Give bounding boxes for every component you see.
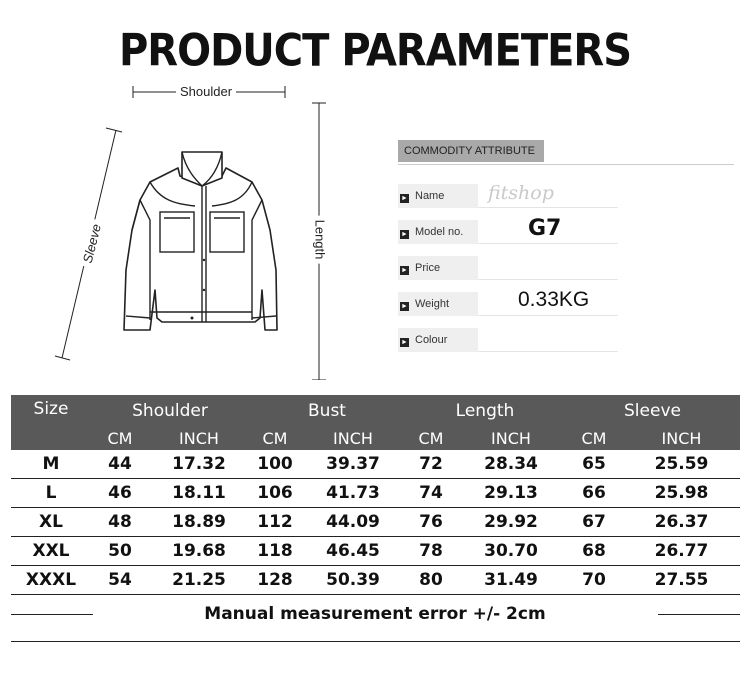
table-row xyxy=(11,450,740,479)
table-row xyxy=(11,508,740,537)
measurement-cell: 18.89 xyxy=(149,508,249,537)
unit-header: INCH xyxy=(301,426,405,450)
attribute-row-colour xyxy=(398,328,618,352)
unit-header: INCH xyxy=(623,426,740,450)
size-header: Size xyxy=(11,395,91,426)
measurement-cell: 106 xyxy=(249,479,301,508)
arrow-icon: ► xyxy=(401,231,408,238)
measurement-cell: 74 xyxy=(405,479,457,508)
table-row xyxy=(11,566,740,595)
unit-header: INCH xyxy=(457,426,565,450)
measurement-cell: 29.13 xyxy=(457,479,565,508)
measurement-cell: 70 xyxy=(565,566,623,595)
measurement-cell: 100 xyxy=(249,450,301,479)
size-cell: XXXL xyxy=(11,566,91,595)
jacket-diagram xyxy=(40,80,340,380)
measurement-cell: 46 xyxy=(91,479,149,508)
commodity-attribute-header: COMMODITY ATTRIBUTE xyxy=(398,140,544,162)
unit-header: CM xyxy=(565,426,623,450)
measurement-cell: 18.11 xyxy=(149,479,249,508)
arrow-icon: ► xyxy=(401,267,408,274)
unit-header: CM xyxy=(405,426,457,450)
size-table xyxy=(11,395,740,595)
size-cell: XXL xyxy=(11,537,91,566)
measurement-cell: 39.37 xyxy=(301,450,405,479)
measurement-cell: 44.09 xyxy=(301,508,405,537)
measurement-note: Manual measurement error +/- 2cm xyxy=(204,604,546,624)
group-header-shoulder: Shoulder xyxy=(91,395,249,426)
unit-header: INCH xyxy=(149,426,249,450)
brand-name-value: fitshop xyxy=(488,182,554,204)
arrow-icon: ► xyxy=(401,339,408,346)
measurement-cell: 29.92 xyxy=(457,508,565,537)
table-row xyxy=(11,537,740,566)
measurement-cell: 118 xyxy=(249,537,301,566)
measurement-cell: 46.45 xyxy=(301,537,405,566)
attribute-row-price xyxy=(398,256,618,280)
measurement-cell: 76 xyxy=(405,508,457,537)
measurement-cell: 66 xyxy=(565,479,623,508)
sleeve-label: Sleeve xyxy=(79,219,105,269)
measurement-cell: 72 xyxy=(405,450,457,479)
measurement-cell: 27.55 xyxy=(623,566,740,595)
measurement-cell: 25.59 xyxy=(623,450,740,479)
measurement-cell: 54 xyxy=(91,566,149,595)
model-value: G7 xyxy=(528,216,562,241)
attribute-row-model xyxy=(398,220,618,244)
measurement-cell: 21.25 xyxy=(149,566,249,595)
shoulder-label: Shoulder xyxy=(176,84,236,99)
measurement-cell: 30.70 xyxy=(457,537,565,566)
measurement-cell: 44 xyxy=(91,450,149,479)
attribute-label: Weight xyxy=(415,298,450,310)
arrow-icon: ► xyxy=(401,195,408,202)
measurement-cell: 78 xyxy=(405,537,457,566)
group-header-length: Length xyxy=(405,395,565,426)
size-cell: M xyxy=(11,450,91,479)
measurement-cell: 67 xyxy=(565,508,623,537)
attribute-label: Name xyxy=(415,190,445,202)
measurement-cell: 19.68 xyxy=(149,537,249,566)
measurement-cell: 28.34 xyxy=(457,450,565,479)
attribute-divider xyxy=(398,164,734,165)
group-header-sleeve: Sleeve xyxy=(565,395,740,426)
measurement-cell: 26.77 xyxy=(623,537,740,566)
measurement-cell: 17.32 xyxy=(149,450,249,479)
measurement-cell: 25.98 xyxy=(623,479,740,508)
bottom-rule xyxy=(11,641,740,642)
measurement-cell: 112 xyxy=(249,508,301,537)
measurement-cell: 68 xyxy=(565,537,623,566)
attribute-label: Colour xyxy=(415,334,448,346)
measurement-cell: 80 xyxy=(405,566,457,595)
group-header-bust: Bust xyxy=(249,395,405,426)
measurement-cell: 48 xyxy=(91,508,149,537)
arrow-icon: ► xyxy=(401,303,408,310)
page-title: PRODUCT PARAMETERS xyxy=(118,25,632,77)
measurement-cell: 128 xyxy=(249,566,301,595)
table-row xyxy=(11,479,740,508)
measurement-cell: 31.49 xyxy=(457,566,565,595)
attribute-label: Model no. xyxy=(415,226,464,238)
size-cell: XL xyxy=(11,508,91,537)
measurement-cell: 26.37 xyxy=(623,508,740,537)
unit-header: CM xyxy=(91,426,149,450)
length-label: Length xyxy=(312,216,327,264)
size-cell: L xyxy=(11,479,91,508)
measurement-cell: 65 xyxy=(565,450,623,479)
measurement-cell: 50.39 xyxy=(301,566,405,595)
measurement-cell: 50 xyxy=(91,537,149,566)
measurement-cell: 41.73 xyxy=(301,479,405,508)
attribute-label: Price xyxy=(415,262,441,274)
weight-value: 0.33KG xyxy=(518,288,590,311)
unit-header: CM xyxy=(249,426,301,450)
